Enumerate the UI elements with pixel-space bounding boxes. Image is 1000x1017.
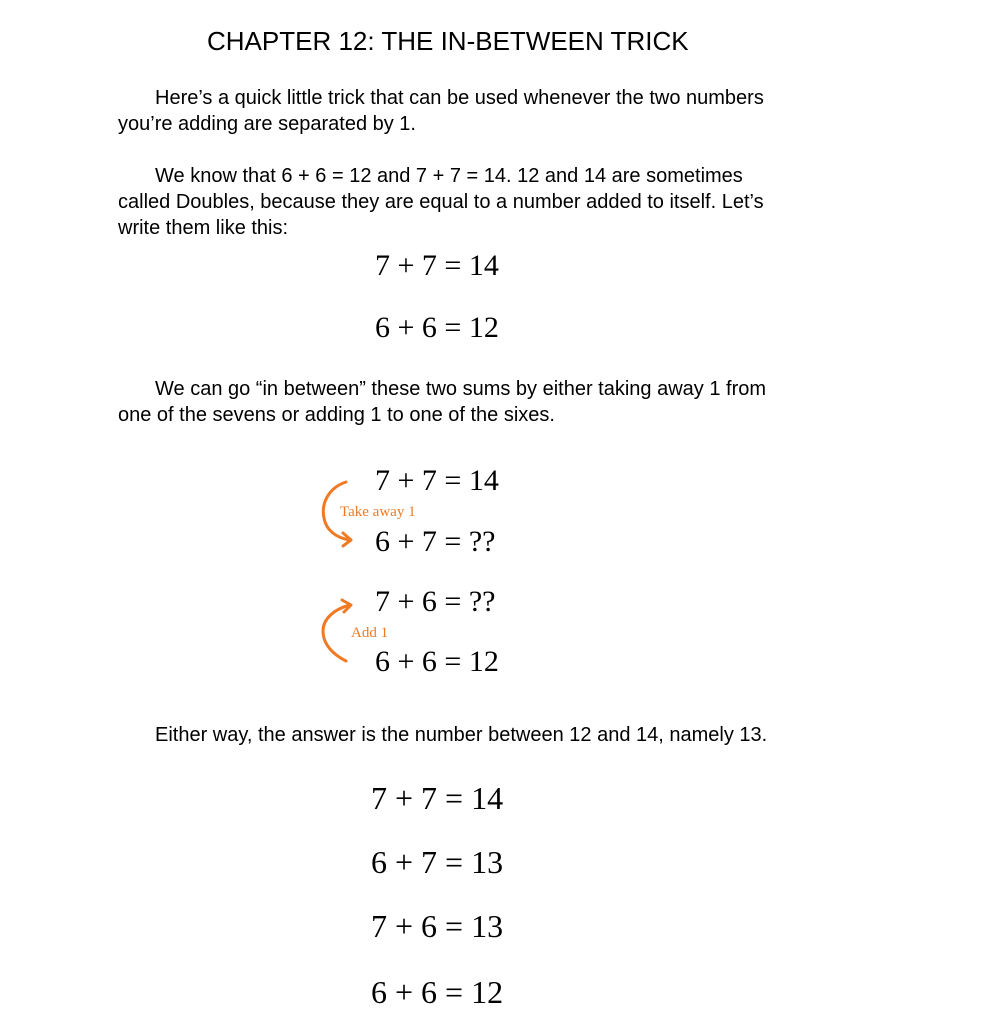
take-away-label: Take away 1 (340, 504, 416, 520)
doubles-line-1: We know that 6 + 6 = 12 and 7 + 7 = 14. 12 and 14 are sometimes (155, 165, 743, 187)
answer-line-1: Either way, the answer is the number between 12 and 14, namely 13. (155, 724, 768, 746)
doubles-paragraph (118, 163, 888, 241)
result-equation-3: 7 + 6 = 13 (371, 908, 504, 944)
trick-equation-2: 6 + 7 = ?? (375, 525, 496, 558)
doubles-equation-1: 7 + 7 = 14 (375, 249, 499, 282)
in-between-paragraph (118, 376, 888, 428)
trick-equation-4: 6 + 6 = 12 (375, 645, 499, 678)
result-equation-2: 6 + 7 = 13 (371, 844, 504, 880)
doubles-equation-2: 6 + 6 = 12 (375, 311, 499, 344)
intro-line-2: you’re adding are separated by 1. (118, 113, 416, 135)
answer-paragraph (118, 722, 888, 748)
intro-line-1: Here’s a quick little trick that can be used whenever the two numbers (155, 87, 764, 109)
chapter-title: CHAPTER 12: THE IN-BETWEEN TRICK (207, 26, 689, 56)
result-equation-4: 6 + 6 = 12 (371, 974, 504, 1010)
in-between-line-1: We can go “in between” these two sums by either taking away 1 from (155, 378, 767, 400)
trick-equation-1: 7 + 7 = 14 (375, 464, 499, 497)
in-between-line-2: one of the sevens or adding 1 to one of the sixes. (118, 404, 555, 426)
intro-paragraph (118, 85, 888, 137)
result-equation-1: 7 + 7 = 14 (371, 780, 504, 816)
add-label: Add 1 (351, 625, 389, 641)
doubles-line-3: write them like this: (118, 217, 289, 239)
doubles-line-2: called Doubles, because they are equal to a number added to itself. Let’s (118, 191, 764, 213)
trick-equation-3: 7 + 6 = ?? (375, 585, 496, 618)
